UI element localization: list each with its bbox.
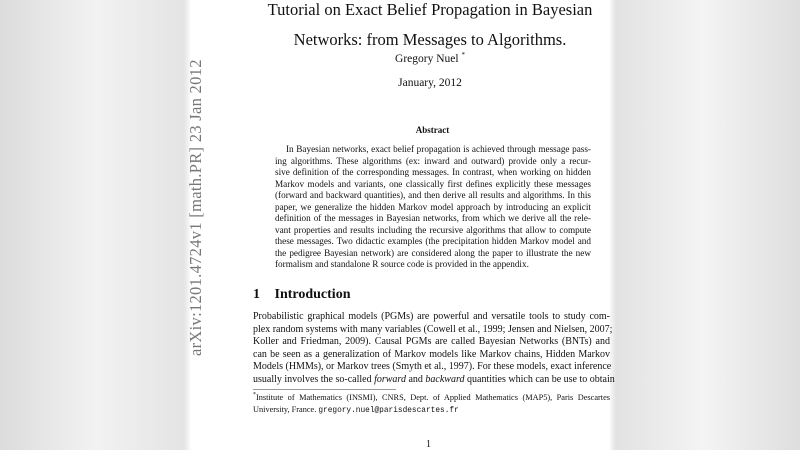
text: and	[405, 373, 426, 385]
arxiv-stamp: arXiv:1201.4724v1 [math.PR] 23 Jan 2012	[186, 59, 205, 356]
body-line: plex random systems with many variables (Cowell et al., 1999; Jensen and Nielsen, 2007;	[253, 323, 613, 335]
footnote-email: gregory.nuel@parisdescartes.fr	[318, 406, 459, 415]
section-heading	[253, 286, 350, 304]
body-line	[253, 373, 615, 387]
emphasis-backward: backward	[425, 373, 465, 385]
body-line: can be seen as a generalization of Markov models like Markov chains, Hidden Markov	[253, 348, 610, 360]
abstract-line: paper, we generalize the hidden Markov model approach by introducing an explicit	[275, 201, 591, 212]
abstract-heading: Abstract	[415, 125, 450, 135]
abstract-line: formalism and standalone R source code is provided in the appendix.	[275, 259, 529, 269]
abstract-line: vant properties and results including the recursive algorithms that allow to compute	[275, 224, 591, 235]
abstract-line: (forward and backward quantities), and then derive all results and algorithms. In this	[275, 190, 591, 200]
footnote-mark: *	[253, 392, 256, 399]
abstract-line: sive definition of the corresponding messages. In contrast, when working on hidden	[275, 167, 591, 177]
body-line: Models (HMMs), or Markov trees (Smyth et al., 1997). For these models, exact inference	[253, 361, 612, 373]
section-title: Introduction	[274, 287, 351, 302]
body-line: Koller and Friedman, 2009). Causal PGMs are called Bayesian Networks (BNTs) and	[253, 336, 610, 348]
author-footnote-mark: *	[461, 51, 465, 60]
page-number: 1	[426, 439, 431, 450]
paper-title	[240, 0, 620, 55]
abstract-line: In Bayesian networks, exact belief propagation is achieved through message pass-	[286, 144, 591, 154]
footnote-line	[253, 392, 610, 404]
footnote-rule	[253, 389, 396, 390]
section-number: 1	[253, 287, 260, 302]
author	[240, 52, 620, 66]
abstract-line: these messages. Two didactic examples (the precipitation hidden Markov model and	[275, 236, 591, 246]
introduction-body	[253, 311, 615, 387]
abstract-line: Markov models and variants, one classically first defines explicitly these messages	[275, 178, 591, 189]
date: January, 2012	[398, 77, 462, 89]
text: usually involves the so-called	[253, 373, 375, 385]
text: quantities which can be use to obtain	[464, 373, 615, 385]
footnote	[253, 392, 610, 417]
abstract-line: the pedigree Bayesian network) are considered along the paper to illustrate the new	[275, 247, 591, 258]
title-line: Tutorial on Exact Belief Propagation in Bayesian	[267, 0, 593, 19]
emphasis-forward: forward	[374, 373, 406, 385]
footnote-line	[253, 404, 610, 418]
body-line: Probabilistic graphical models (PGMs) are powerful and versatile tools to study com-	[253, 311, 610, 322]
abstract-line: ing algorithms. These algorithms (ex: inward and outward) provide only a recur-	[275, 155, 591, 166]
author-name: Gregory Nuel	[395, 53, 459, 65]
footnote-text: University, France.	[253, 404, 319, 414]
abstract-body	[275, 144, 591, 271]
footnote-text: Institute of Mathematics (INSMI), CNRS, Dept. of Applied Mathematics (MAP5), Paris Descartes	[256, 393, 610, 402]
abstract-line: definition of the messages in Bayesian networks, from which we derive all the rele-	[275, 213, 591, 223]
title-line: Networks: from Messages to Algorithms.	[293, 30, 567, 49]
